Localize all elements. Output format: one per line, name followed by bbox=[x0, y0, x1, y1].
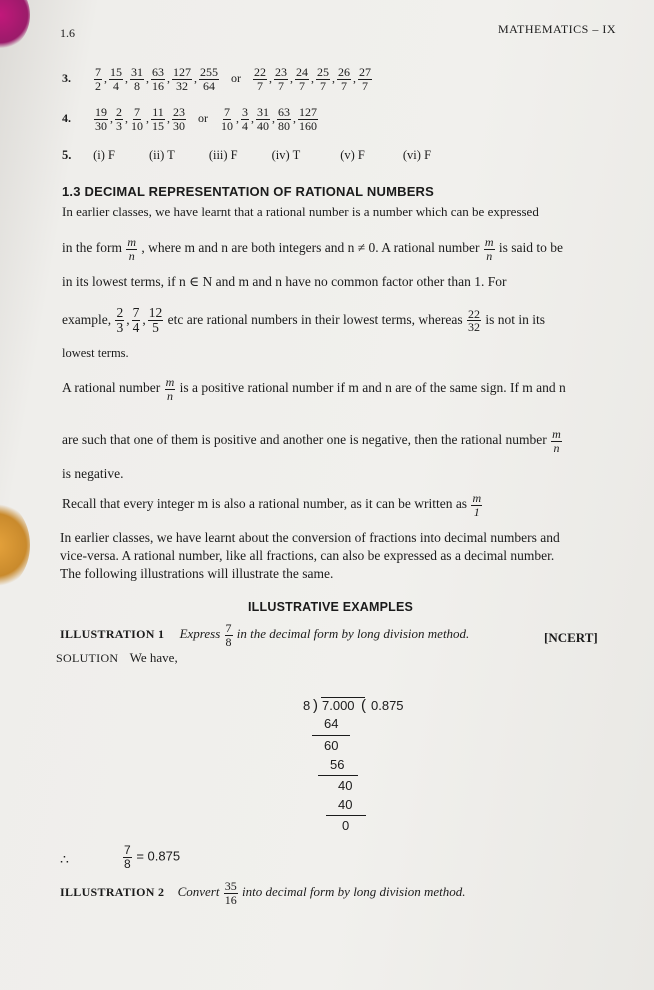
spine-edge-bottom bbox=[0, 500, 30, 590]
fraction bbox=[151, 106, 165, 132]
fraction bbox=[298, 106, 318, 132]
comma-separator: , bbox=[125, 110, 128, 125]
subtraction-rule bbox=[318, 775, 358, 776]
comma-separator: , bbox=[293, 110, 296, 125]
division-step: 40 bbox=[338, 797, 353, 812]
text-span: A rational number bbox=[62, 380, 161, 396]
comma-separator: , bbox=[146, 70, 149, 85]
true-false-item: (i) F bbox=[93, 148, 115, 162]
spine-edge-top bbox=[0, 0, 30, 50]
fraction bbox=[316, 66, 330, 92]
denominator: 7 bbox=[320, 78, 326, 93]
division-step: 40 bbox=[338, 778, 353, 793]
comma-separator: , bbox=[146, 110, 149, 125]
section-heading: 1.3 DECIMAL REPRESENTATION OF RATIONAL NUMBERS bbox=[62, 184, 435, 199]
true-false-item: (v) F bbox=[340, 148, 365, 162]
denominator: 64 bbox=[203, 78, 215, 93]
comma-separator: , bbox=[142, 311, 146, 327]
paragraph-line: In earlier classes, we have learnt about the conversion of fractions into decimal numbers and bbox=[60, 530, 560, 545]
fraction-group-2 bbox=[252, 65, 373, 93]
true-false-item: (ii) T bbox=[149, 148, 175, 162]
solution-label: SOLUTION bbox=[56, 651, 119, 665]
illustration-1 bbox=[60, 622, 469, 648]
solution-line bbox=[56, 650, 178, 666]
paragraph-line: In earlier classes, we have learnt that a rational number is a number which can be expressed bbox=[62, 204, 539, 219]
fraction-m-over-n bbox=[165, 376, 176, 402]
fraction-7-8 bbox=[123, 844, 132, 870]
text-span: is a positive rational number if m and n are of the same sign. If m and n bbox=[179, 380, 566, 396]
fraction bbox=[130, 66, 144, 92]
fraction bbox=[274, 66, 288, 92]
quotient: 0.875 bbox=[371, 698, 404, 713]
comma-separator: , bbox=[104, 70, 107, 85]
numerator: m bbox=[127, 235, 137, 249]
division-step: 0 bbox=[342, 818, 350, 833]
fraction bbox=[172, 106, 186, 132]
paragraph-line bbox=[62, 306, 545, 335]
subtraction-rule bbox=[312, 735, 350, 736]
or-word: or bbox=[231, 70, 241, 85]
numerator: 12 bbox=[148, 305, 163, 320]
fraction bbox=[130, 106, 144, 132]
comma-separator: , bbox=[311, 70, 314, 85]
paragraph-line: lowest terms. bbox=[62, 346, 129, 360]
fraction-35-16 bbox=[224, 880, 238, 906]
numerator: 23 bbox=[275, 65, 287, 79]
numerator: m bbox=[552, 427, 561, 441]
numerator: 63 bbox=[278, 105, 290, 119]
text-span: We have, bbox=[129, 650, 178, 665]
numerator: 3 bbox=[242, 105, 248, 119]
paragraph-line bbox=[62, 492, 483, 518]
result-value: = 0.875 bbox=[136, 848, 181, 864]
denominator: 4 bbox=[242, 118, 248, 133]
denominator: 40 bbox=[257, 118, 269, 133]
numerator: 23 bbox=[173, 105, 185, 119]
illustration-2 bbox=[60, 880, 466, 906]
answer-label: 4. bbox=[62, 110, 71, 125]
denominator: 10 bbox=[131, 118, 143, 133]
denominator: 16 bbox=[224, 892, 237, 907]
true-false-item: (iv) T bbox=[271, 148, 301, 162]
text-span: , where m and n are both integers and n ≠ 0. A rational number bbox=[141, 240, 480, 256]
denominator: 2 bbox=[95, 78, 101, 93]
example-fractions bbox=[114, 305, 164, 336]
denominator: 7 bbox=[299, 78, 305, 93]
denominator: 4 bbox=[113, 78, 119, 93]
comma-separator: , bbox=[269, 70, 272, 85]
illustration-label: ILLUSTRATION 2 bbox=[60, 885, 165, 900]
denominator: 7 bbox=[362, 78, 368, 93]
denominator: 30 bbox=[173, 118, 185, 133]
text-span: etc are rational numbers in their lowest terms, whereas bbox=[167, 311, 463, 327]
text-span: is said to be bbox=[498, 240, 564, 256]
fraction-m-over-1 bbox=[471, 492, 482, 518]
text-span: is not in its bbox=[485, 311, 546, 327]
denominator: n bbox=[553, 440, 560, 455]
fraction-22-32 bbox=[467, 308, 481, 334]
illustration-label: ILLUSTRATION 1 bbox=[60, 627, 165, 642]
denominator: 4 bbox=[132, 320, 140, 336]
numerator: m bbox=[165, 375, 175, 389]
answer-label: 3. bbox=[62, 70, 71, 85]
denominator: n bbox=[128, 248, 135, 263]
denominator: 16 bbox=[152, 78, 164, 93]
fraction-group-1 bbox=[93, 65, 220, 93]
paragraph-line bbox=[62, 376, 566, 402]
true-false-items bbox=[93, 148, 431, 162]
fraction bbox=[253, 66, 267, 92]
numerator: m bbox=[484, 235, 494, 249]
comma-separator: , bbox=[110, 110, 113, 125]
numerator: 31 bbox=[131, 65, 143, 79]
numerator: 7 bbox=[124, 843, 131, 857]
denominator: 5 bbox=[152, 320, 159, 336]
text-span: Express bbox=[179, 626, 221, 642]
running-title: MATHEMATICS – IX bbox=[497, 22, 616, 36]
paragraph-line: in its lowest terms, if n ∈ N and m and n have no common factor other than 1. For bbox=[62, 274, 507, 289]
division-bracket-left: ) bbox=[313, 697, 318, 714]
subtraction-rule bbox=[326, 815, 366, 816]
paragraph-line bbox=[62, 428, 563, 454]
text-span: example, bbox=[62, 311, 112, 327]
paragraph-line: vice-versa. A rational number, like all fractions, can also be expressed as a decimal number. bbox=[60, 548, 555, 563]
numerator: 26 bbox=[338, 65, 350, 79]
division-step: 64 bbox=[324, 716, 339, 731]
true-false-item: (vi) F bbox=[402, 148, 432, 162]
comma-separator: , bbox=[251, 110, 254, 125]
ncert-tag: [NCERT] bbox=[544, 630, 598, 645]
text-span: Recall that every integer m is also a rational number, as it can be written as bbox=[62, 496, 468, 512]
fraction bbox=[94, 66, 102, 92]
denominator: 3 bbox=[116, 118, 122, 133]
numerator: 31 bbox=[257, 105, 269, 119]
numerator: 7 bbox=[132, 305, 140, 320]
fraction-m-over-n bbox=[551, 428, 562, 454]
numerator: 7 bbox=[134, 105, 140, 119]
denominator: 8 bbox=[124, 856, 131, 871]
numerator: 7 bbox=[95, 65, 101, 79]
therefore-symbol: ∴ bbox=[60, 853, 69, 868]
fraction bbox=[295, 66, 309, 92]
comma-separator: , bbox=[167, 70, 170, 85]
text-span: Convert bbox=[177, 884, 220, 900]
numerator: 127 bbox=[173, 65, 191, 79]
comma-separator: , bbox=[167, 110, 170, 125]
numerator: 22 bbox=[254, 65, 266, 79]
numerator: 2 bbox=[116, 305, 124, 320]
fraction bbox=[241, 106, 249, 132]
answer-5 bbox=[62, 148, 431, 163]
comma-separator: , bbox=[236, 110, 239, 125]
denominator: 32 bbox=[468, 320, 481, 335]
fraction bbox=[199, 66, 219, 92]
denominator: 30 bbox=[95, 118, 107, 133]
fraction bbox=[220, 106, 234, 132]
result-line bbox=[122, 844, 180, 870]
fraction-group-1 bbox=[93, 105, 187, 133]
denominator: 80 bbox=[278, 118, 290, 133]
division-bracket-right: ( bbox=[361, 697, 366, 714]
fraction-7-8 bbox=[225, 622, 233, 648]
fraction bbox=[337, 66, 351, 92]
numerator: 255 bbox=[200, 65, 218, 79]
fraction bbox=[115, 106, 123, 132]
fraction bbox=[109, 66, 123, 92]
answer-3 bbox=[62, 66, 373, 92]
fraction bbox=[358, 66, 372, 92]
paragraph-line bbox=[62, 236, 563, 262]
numerator: 27 bbox=[359, 65, 371, 79]
illustrative-heading: ILLUSTRATIVE EXAMPLES bbox=[248, 600, 414, 614]
comma-separator: , bbox=[272, 110, 275, 125]
fraction-m-over-n bbox=[484, 236, 495, 262]
numerator: 24 bbox=[296, 65, 308, 79]
paragraph-line: The following illustrations will illustrate the same. bbox=[60, 566, 334, 581]
or-word: or bbox=[198, 110, 208, 125]
numerator: 11 bbox=[152, 105, 164, 119]
denominator: 7 bbox=[278, 78, 284, 93]
denominator: 15 bbox=[152, 118, 164, 133]
numerator: 35 bbox=[224, 879, 237, 893]
text-span: in the decimal form by long division method. bbox=[236, 626, 470, 642]
vinculum bbox=[321, 697, 365, 698]
fraction bbox=[132, 306, 141, 335]
comma-separator: , bbox=[126, 311, 130, 327]
comma-separator: , bbox=[125, 70, 128, 85]
denominator: 32 bbox=[176, 78, 188, 93]
division-step: 56 bbox=[330, 757, 345, 772]
paragraph-line: is negative. bbox=[62, 466, 124, 481]
denominator: 7 bbox=[257, 78, 263, 93]
comma-separator: , bbox=[353, 70, 356, 85]
division-step: 60 bbox=[324, 738, 339, 753]
numerator: m bbox=[472, 491, 482, 505]
fraction bbox=[277, 106, 291, 132]
divisor: 8 bbox=[303, 698, 311, 713]
comma-separator: , bbox=[332, 70, 335, 85]
fraction bbox=[172, 66, 192, 92]
comma-separator: , bbox=[290, 70, 293, 85]
answer-4 bbox=[62, 106, 319, 132]
fraction bbox=[151, 66, 165, 92]
text-span: are such that one of them is positive and another one is negative, then the rational number bbox=[62, 432, 547, 448]
numerator: 2 bbox=[116, 105, 122, 119]
text-span: in the form bbox=[62, 240, 122, 256]
fraction bbox=[94, 106, 108, 132]
numerator: 19 bbox=[95, 105, 107, 119]
fraction-group-2 bbox=[219, 105, 319, 133]
fraction bbox=[256, 106, 270, 132]
numerator: 7 bbox=[225, 621, 232, 635]
denominator: 10 bbox=[221, 118, 233, 133]
denominator: 1 bbox=[473, 504, 480, 519]
denominator: 8 bbox=[225, 634, 232, 649]
denominator: 7 bbox=[341, 78, 347, 93]
denominator: 160 bbox=[299, 118, 317, 133]
denominator: n bbox=[486, 248, 493, 263]
denominator: 3 bbox=[116, 320, 124, 336]
numerator: 63 bbox=[152, 65, 164, 79]
numerator: 25 bbox=[317, 65, 329, 79]
numerator: 7 bbox=[224, 105, 230, 119]
numerator: 15 bbox=[110, 65, 122, 79]
text-span: into decimal form by long division method. bbox=[241, 884, 466, 900]
fraction bbox=[115, 306, 124, 335]
true-false-item: (iii) F bbox=[208, 148, 238, 162]
answer-label: 5. bbox=[62, 148, 72, 162]
fraction-m-over-n bbox=[126, 236, 137, 262]
numerator: 127 bbox=[299, 105, 317, 119]
page-number: 1.6 bbox=[60, 26, 75, 40]
fraction bbox=[148, 306, 164, 335]
denominator: n bbox=[166, 388, 173, 403]
numerator: 22 bbox=[468, 306, 481, 321]
dividend: 7.000 bbox=[322, 698, 355, 713]
comma-separator: , bbox=[194, 70, 197, 85]
denominator: 8 bbox=[134, 78, 140, 93]
